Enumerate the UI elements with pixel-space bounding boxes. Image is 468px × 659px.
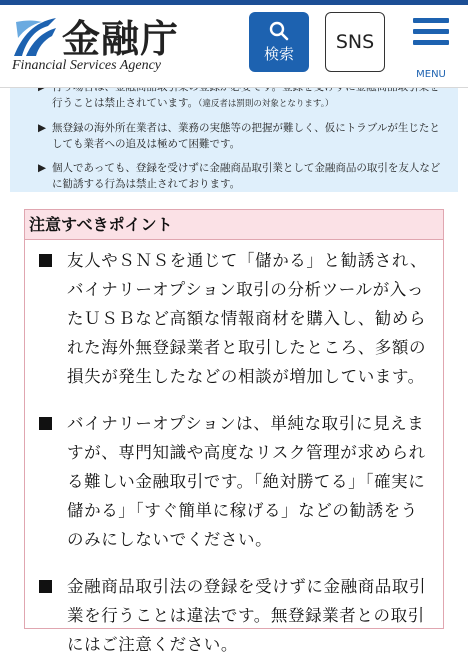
caution-item-text: 金融商品取引法の登録を受けずに金融商品取引業を行うことは違法です。無登録業者との取引にはご注意ください。 [67, 577, 427, 654]
caution-list [25, 240, 443, 659]
sns-button-label: SNS [335, 31, 375, 53]
site-header [0, 0, 468, 88]
info-box [10, 72, 458, 192]
caution-item [39, 409, 433, 554]
bullet-triangle-icon: ▶ [38, 122, 47, 134]
square-bullet-icon [39, 417, 52, 430]
hamburger-icon [413, 18, 449, 45]
info-bullet-text: 行うことは禁止されています。 [52, 96, 199, 109]
info-bullet-text: 個人であっても、登録を受けずに金融商品取引業として金融商品の取引を友人などに勧誘する行為は禁止されております。 [52, 162, 441, 190]
header-accent-line [0, 0, 468, 5]
square-bullet-icon [39, 254, 52, 267]
caution-item-text: バイナリーオプションは、単純な取引に見えますが、専門知識や高度なリスク管理が求められる難しい金融取引です。「絶対勝てる」「確実に儲かる」「すぐ簡単に稼げる」などの勧誘をうのみにしないでください。 [67, 414, 426, 549]
info-bullet-text: 無登録の海外所在業者は、業務の実態等の把握が難しく、仮にトラブルが生じたとしても業者への追及は極めて困難です。 [52, 122, 440, 150]
search-button[interactable] [249, 12, 309, 72]
fsa-logo[interactable] [12, 14, 192, 76]
caution-title: 注意すべきポイント [25, 210, 443, 240]
logo-subtitle: Financial Services Agency [12, 58, 162, 73]
info-note: （違反者は罰則の対象となります。） [198, 98, 334, 109]
bullet-triangle-icon: ▶ [38, 162, 47, 174]
search-button-label: 検索 [263, 44, 294, 63]
sns-button[interactable] [325, 12, 385, 72]
menu-label: MENU [416, 69, 446, 80]
fsa-logo-mark-icon [12, 16, 58, 60]
menu-button[interactable] [408, 14, 454, 80]
caution-item [39, 572, 433, 659]
search-icon [269, 21, 289, 41]
logo-title: 金融庁 [62, 16, 180, 61]
square-bullet-icon [39, 580, 52, 593]
caution-item-text: 友人やＳＮＳを通じて「儲かる」と勧誘され、バイナリーオプション取引の分析ツールが入ったＵＳＢなど高額な情報商材を購入し、勧められた海外無登録業者と取引したところ、多額の損失が発生したなどの相談が増加しています。 [67, 251, 428, 386]
caution-item [39, 246, 433, 391]
info-bullet [38, 161, 448, 192]
caution-box [24, 209, 444, 654]
info-bullet [38, 121, 448, 152]
info-box-content [38, 80, 448, 201]
